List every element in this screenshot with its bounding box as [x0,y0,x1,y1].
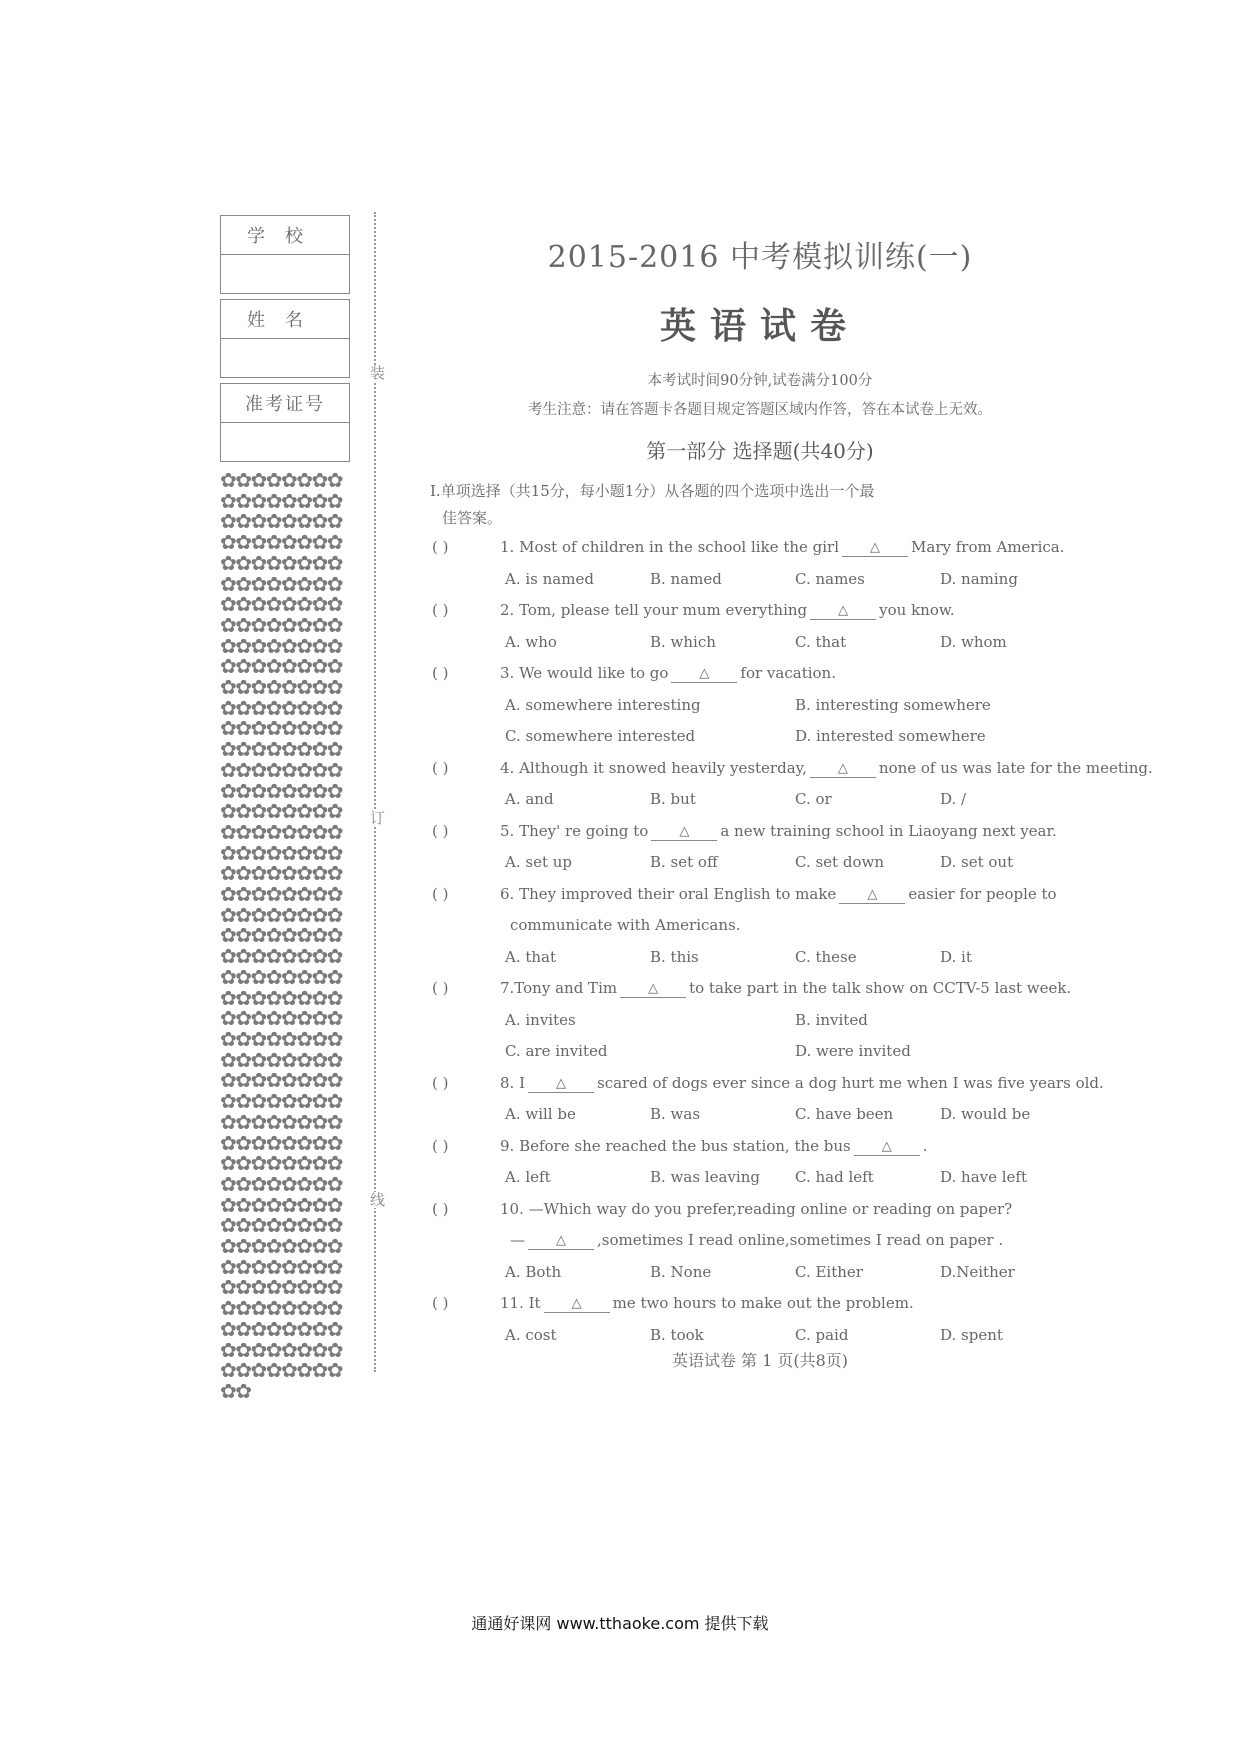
question-stem [430,879,1090,911]
question-text-before: 8. I [500,1073,526,1092]
blank-triangle-icon: △ [870,540,881,555]
answer-bracket[interactable]: ( ) [432,821,449,840]
option[interactable]: B. was leaving [650,1168,760,1186]
option[interactable]: D. spent [940,1325,1003,1344]
option[interactable]: A. who [505,632,557,651]
question-text-after: none of us was late for the meeting. [878,758,1153,777]
option[interactable]: C. somewhere interested [505,727,696,745]
answer-bracket[interactable]: ( ) [432,664,449,682]
blank-triangle-icon: △ [699,666,710,681]
question-text-before: 9. Before she reached the bus station, the bus [500,1136,851,1155]
question-text-after: . [922,1136,928,1155]
site-footer: 通通好课网 www.tthaoke.com 提供下载 [471,1614,769,1633]
question-text-before: 6. They improved their oral English to make [500,884,837,903]
question-reply-line [430,1225,1090,1257]
question-text-before: 3. We would like to go [500,664,669,682]
answer-blank[interactable] [544,1292,610,1313]
option[interactable]: B. which [650,632,716,651]
question-continuation: communicate with Americans. [510,916,741,934]
answer-bracket[interactable]: ( ) [432,1136,449,1155]
question-stem [430,1288,1090,1320]
option[interactable]: C. or [795,790,832,808]
blank-triangle-icon: △ [867,886,878,902]
option[interactable]: C. paid [795,1325,849,1344]
option[interactable]: C. names [795,569,865,588]
option[interactable]: B. took [650,1325,704,1344]
page-footer: 英语试卷 第 1 页(共8页) [671,1351,849,1370]
answer-bracket[interactable]: ( ) [432,1073,449,1092]
question-text-after: scared of dogs ever since a dog hurt me when I was five years old. [597,1073,1104,1092]
school-box [220,215,350,294]
option[interactable]: C. are invited [505,1042,608,1060]
option[interactable]: C. had left [795,1168,874,1186]
option-row [430,627,1090,659]
answer-bracket[interactable]: ( ) [432,979,449,997]
option[interactable]: A. set up [505,853,573,871]
answer-blank[interactable] [810,757,876,778]
option[interactable]: A. cost [505,1325,557,1344]
question-stem [430,1194,1090,1226]
option[interactable]: A. Both [505,1262,562,1281]
school-field[interactable] [221,255,349,293]
option-row [430,1099,1090,1131]
blank-triangle-icon: △ [571,1296,582,1311]
option[interactable]: D. would be [940,1105,1031,1123]
binding-mark-zhuang: 装 [370,364,386,382]
exam-id-box [220,383,350,462]
name-box [220,299,350,378]
option[interactable]: C. that [795,632,847,651]
section-heading [430,478,1090,532]
exam-duration-note: 本考试时间90分钟,试卷满分100分 [647,373,873,389]
answer-bracket[interactable]: ( ) [432,1294,449,1312]
answer-blank[interactable] [528,1072,594,1093]
option-row [430,564,1090,596]
question-stem [430,658,1090,690]
exam-subtitle: 英语试卷 [659,305,860,347]
option[interactable]: C. set down [795,853,884,871]
option-row [430,1036,1090,1068]
school-label: 学校 [221,216,349,255]
answer-blank[interactable] [839,883,905,904]
question-text-after: easier for people to [908,884,1057,903]
option[interactable]: D. were invited [795,1042,911,1060]
option[interactable]: B. set off [650,853,718,871]
option[interactable]: B. but [650,790,696,808]
option[interactable]: C. have been [795,1105,894,1123]
option[interactable]: D. naming [940,569,1018,588]
blank-triangle-icon: △ [679,823,690,839]
question-text-before: 10. —Which way do you prefer,reading online or reading on paper? [500,1199,1013,1218]
option[interactable]: A. somewhere interesting [505,695,701,714]
option[interactable]: A. will be [505,1105,576,1123]
option[interactable]: B. interesting somewhere [795,695,991,714]
question-text-before: 5. They' re going to [500,821,649,840]
answer-blank[interactable] [651,820,717,841]
option[interactable]: D. have left [940,1168,1028,1186]
blank-triangle-icon: △ [556,1233,566,1248]
binding-mark-ding: 订 [370,809,386,827]
reply-dash: — [510,1231,525,1249]
exam-id-field[interactable] [221,423,349,461]
question-text-after: Mary from America. [911,538,1065,556]
option[interactable]: A. left [505,1168,551,1186]
blank-triangle-icon: △ [881,1138,892,1154]
question-text-before: 2. Tom, please tell your mum everything [500,601,808,619]
name-label: 姓名 [221,300,349,339]
question-text-before: 4. Although it snowed heavily yesterday, [500,758,807,777]
question-stem [430,1068,1104,1100]
option[interactable]: D. interested somewhere [795,727,986,745]
question-text-after: to take part in the talk show on CCTV-5 last week. [689,979,1072,997]
option[interactable]: D. / [940,790,967,808]
candidate-info-sidebar [220,215,350,1403]
question-list [430,532,1153,1351]
question-text-after: me two hours to make out the problem. [612,1294,914,1312]
option[interactable]: D.Neither [940,1262,1015,1281]
binding-mark-xian: 线 [370,1191,386,1209]
question-text-after: a new training school in Liaoyang next year. [720,821,1057,840]
question-stem [430,595,1090,627]
option[interactable]: B. None [650,1262,712,1281]
answer-bracket[interactable]: ( ) [432,601,449,619]
exam-content [430,232,1153,1351]
answer-blank[interactable] [854,1135,920,1156]
answer-bracket[interactable]: ( ) [432,884,449,903]
question-text-before: 1. Most of children in the school like the girl [500,538,840,556]
question-stem [430,973,1090,1005]
seal-pattern: ✿✿✿✿✿✿✿✿✿✿✿✿✿✿✿✿✿✿✿✿✿✿✿✿✿✿✿✿✿✿✿✿✿✿✿✿✿✿✿✿✿✿✿✿✿✿✿✿✿✿✿✿✿✿✿✿✿✿✿✿✿✿✿✿✿✿✿✿✿✿✿✿✿✿✿✿✿✿✿✿✿✿✿✿✿✿✿✿✿✿✿✿✿✿✿✿✿✿✿✿✿✿✿✿✿✿✿✿✿✿✿✿✿✿✿✿✿✿✿✿✿✿✿✿✿✿✿✿✿✿✿✿✿✿✿✿✿✿✿✿✿✿✿✿✿✿✿✿✿✿✿✿✿✿✿✿✿✿✿✿✿✿✿✿✿✿✿✿✿✿✿✿✿✿✿✿✿✿✿✿✿✿✿✿✿✿✿✿✿✿✿✿✿✿✿✿✿✿✿✿✿✿✿✿✿✿✿✿✿✿✿✿✿✿✿✿✿✿✿✿✿✿✿✿✿✿✿✿✿✿✿✿✿✿✿✿✿✿✿✿✿✿✿✿✿✿✿✿✿✿✿✿✿✿✿✿✿✿✿✿✿✿✿✿✿✿✿✿✿✿✿✿✿✿✿✿✿✿✿✿✿✿✿✿✿✿✿✿✿✿✿✿✿✿✿✿✿✿✿✿✿✿✿✿✿✿✿✿✿✿✿✿✿✿✿✿✿✿✿✿✿✿✿✿✿✿✿✿✿✿✿✿✿✿✿✿✿✿✿✿✿✿✿✿✿✿✿✿✿✿✿✿✿✿ [220,468,343,1403]
option-row [430,784,1090,816]
exam-instruction-note: 考生注意：请在答题卡各题目规定答题区域内作答，答在本试卷上无效。 [528,402,992,418]
answer-blank[interactable] [842,536,908,557]
option-row [430,721,1090,753]
question-stem [430,1131,1090,1163]
option[interactable]: A. that [505,947,557,966]
question-text-after: you know. [879,601,955,619]
option-row [430,690,1090,722]
answer-bracket[interactable]: ( ) [432,538,449,556]
option[interactable]: B. named [650,569,722,588]
section-heading-line1: Ⅰ.单项选择（共15分，每小题1分）从各题的四个选项中选出一个最 [430,482,875,500]
answer-blank[interactable] [810,599,876,620]
option[interactable]: D. whom [940,632,1007,651]
answer-blank[interactable] [671,662,737,683]
question-stem [430,532,1090,564]
answer-bracket[interactable]: ( ) [432,758,449,777]
option[interactable]: C. Either [795,1262,863,1281]
answer-blank[interactable] [528,1229,594,1250]
option[interactable]: B. was [650,1105,701,1123]
option[interactable]: B. invited [795,1010,868,1029]
option[interactable]: A. and [505,790,554,808]
part-heading: 第一部分 选择题(共40分) [646,439,874,463]
option[interactable]: B. this [650,947,699,966]
blank-triangle-icon: △ [556,1075,567,1091]
answer-bracket[interactable]: ( ) [432,1199,449,1218]
option-row [430,847,1090,879]
option-row [430,1162,1090,1194]
option[interactable]: A. invites [505,1010,576,1029]
name-field[interactable] [221,339,349,377]
option[interactable]: D. it [940,947,972,966]
question-stem [430,816,1090,848]
option[interactable]: C. these [795,947,857,966]
answer-blank[interactable] [620,977,686,998]
reply-text: ,sometimes I read online,sometimes I read on paper . [597,1231,1004,1249]
blank-triangle-icon: △ [648,981,659,996]
option-row [430,1257,1090,1289]
section-heading-line2: 佳答案。 [442,509,503,527]
question-stem [430,753,1153,785]
question-text-before: 7.Tony and Tim [500,979,618,997]
exam-title: 2015-2016 中考模拟训练(一) [547,240,973,275]
option-row [430,942,1090,974]
question-text-before: 11. It [500,1294,541,1312]
blank-triangle-icon: △ [837,760,848,776]
blank-triangle-icon: △ [838,603,849,618]
question-text-after: for vacation. [740,664,836,682]
exam-id-label: 准考证号 [221,384,349,423]
option-row [430,1320,1090,1352]
option-row [430,1005,1090,1037]
option[interactable]: A. is named [505,569,594,588]
option[interactable]: D. set out [940,853,1014,871]
